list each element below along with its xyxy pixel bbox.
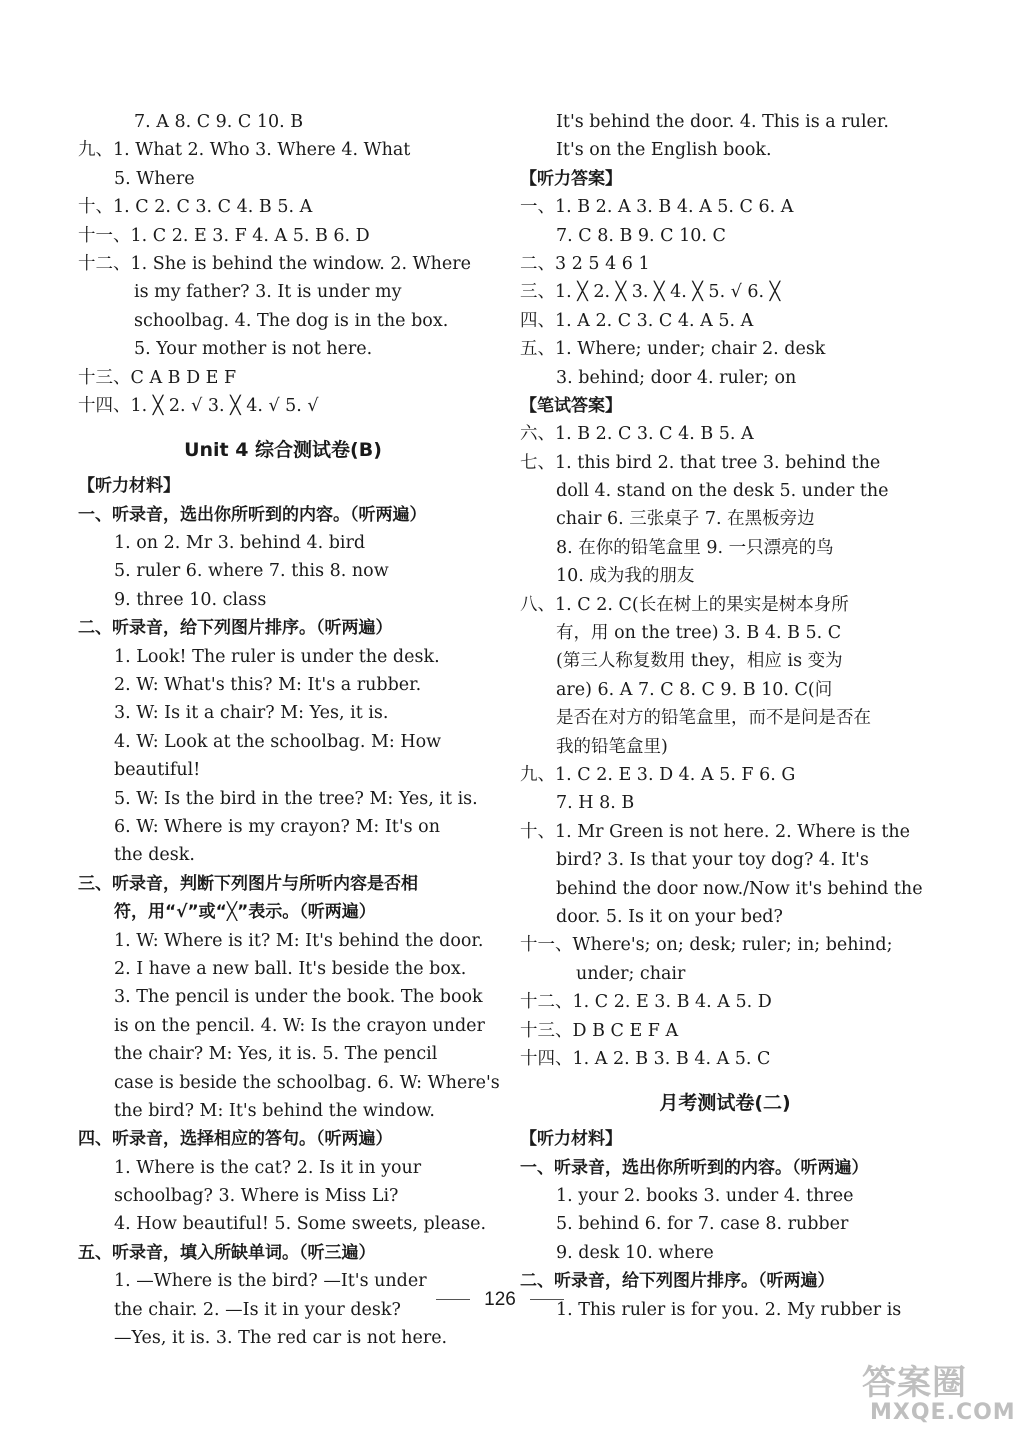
text-line: schoolbag. 4. The dog is in the box. (134, 310, 449, 331)
text-line: the chair. 2. —Is it in your desk? (114, 1299, 401, 1320)
text-line: door. 5. Is it on your bed? (556, 906, 783, 927)
section-heading: 一、听录音，选出你所听到的内容。（听两遍） (78, 504, 427, 525)
text-line: 6. W: Where is my crayon? M: It's on (114, 816, 440, 837)
text-line: 9. desk 10. where (556, 1242, 714, 1263)
text-line: 十、1. C 2. C 3. C 4. B 5. A (78, 197, 313, 218)
section-heading: 【听力材料】 (520, 1129, 622, 1150)
text-line: 1. —Where is the bird? —It's under (114, 1271, 427, 1292)
watermark-logo (862, 1355, 1016, 1441)
text-line: 10. 成为我的朋友 (556, 566, 695, 587)
section-heading: 【听力答案】 (520, 168, 622, 189)
text-line: 九、1. C 2. E 3. D 4. A 5. F 6. G (520, 764, 796, 785)
watermark-bottom: MXQE.COM (870, 1400, 1016, 1425)
text-line: is on the pencil. 4. W: Is the crayon under (114, 1015, 485, 1036)
right-column (520, 108, 930, 1324)
text-line: 2. I have a new ball. It's beside the box. (114, 958, 467, 979)
text-line: 5. W: Is the bird in the tree? M: Yes, it is. (114, 788, 478, 809)
text-line: 5. Your mother is not here. (134, 339, 373, 360)
text-line: 十一、1. C 2. E 3. F 4. A 5. B 6. D (78, 225, 370, 246)
text-line: chair 6. 三张桌子 7. 在黑板旁边 (556, 509, 815, 530)
section-heading: 三、听录音，判断下列图片与所听内容是否相 (78, 873, 418, 894)
text-line: 8. 在你的铅笔盒里 9. 一只漂亮的鸟 (556, 537, 834, 558)
text-line: 3. behind; door 4. ruler; on (556, 367, 797, 388)
page-number: 126 (484, 1289, 516, 1310)
text-line: 十三、D B C E F A (520, 1020, 679, 1041)
text-line: It's on the English book. (556, 140, 772, 161)
text-line: 1. Look! The ruler is under the desk. (114, 646, 440, 667)
text-line: case is beside the schoolbag. 6. W: Where's (114, 1072, 500, 1093)
text-line: 3. The pencil is under the book. The book (114, 987, 483, 1008)
text-line: 九、1. What 2. Who 3. Where 4. What (78, 140, 411, 161)
text-line: 1. This ruler is for you. 2. My rubber is (556, 1299, 902, 1320)
text-line: beautiful! (114, 760, 201, 781)
text-line: 十四、1. A 2. B 3. B 4. A 5. C (520, 1048, 771, 1069)
text-line: under; chair (576, 963, 686, 984)
text-line: 十二、1. She is behind the window. 2. Where (78, 253, 471, 274)
text-line: 十四、1. ╳ 2. √ 3. ╳ 4. √ 5. √ (78, 395, 319, 416)
text-line: 5. Where (114, 168, 195, 189)
text-line: 十一、Where's; on; desk; ruler; in; behind; (520, 935, 893, 956)
text-line: 7. C 8. B 9. C 10. C (556, 225, 726, 246)
text-line: (第三人称复数用 they，相应 is 变为 (556, 651, 843, 672)
section-heading: 二、听录音，给下列图片排序。（听两遍） (78, 618, 393, 639)
section-heading: 四、听录音，选择相应的答句。（听两遍） (78, 1129, 393, 1150)
text-line: 六、1. B 2. C 3. C 4. B 5. A (520, 424, 754, 445)
text-line: 有，用 on the tree) 3. B 4. B 5. C (556, 623, 842, 644)
section-heading: 二、听录音，给下列图片排序。（听两遍） (520, 1271, 835, 1292)
text-line: 2. W: What's this? M: It's a rubber. (114, 675, 422, 696)
text-line: 3. W: Is it a chair? M: Yes, it is. (114, 703, 389, 724)
text-line: 二、3 2 5 4 6 1 (520, 253, 650, 274)
section-heading: 五、听录音，填入所缺单词。（听三遍） (78, 1242, 376, 1263)
text-line: the chair? M: Yes, it is. 5. The pencil (114, 1044, 438, 1065)
text-line: 4. How beautiful! 5. Some sweets, please. (114, 1214, 487, 1235)
text-line: bird? 3. Is that your toy dog? 4. It's (556, 850, 869, 871)
text-line: 1. your 2. books 3. under 4. three (556, 1186, 854, 1207)
text-line: behind the door now./Now it's behind the (556, 878, 923, 899)
text-line: 十三、C A B D E F (78, 367, 237, 388)
text-line: are) 6. A 7. C 8. C 9. B 10. C(问 (556, 679, 833, 700)
text-line: 7. A 8. C 9. C 10. B (134, 112, 304, 132)
text-line: is my father? 3. It is under my (134, 282, 402, 303)
text-line: 9. three 10. class (114, 589, 267, 610)
section-heading: 一、听录音，选出你所听到的内容。（听两遍） (520, 1157, 869, 1178)
text-line: 十、1. Mr Green is not here. 2. Where is the (520, 821, 910, 842)
text-line: 一、1. B 2. A 3. B 4. A 5. C 6. A (520, 197, 794, 218)
section-heading: 【听力材料】 (78, 476, 180, 497)
text-line: 我的铅笔盒里) (556, 736, 668, 757)
text-line: 三、1. ╳ 2. ╳ 3. ╳ 4. ╳ 5. √ 6. ╳ (520, 282, 781, 303)
text-line: 5. behind 6. for 7. case 8. rubber (556, 1214, 849, 1235)
footer-rule-left (436, 1299, 470, 1300)
text-line: —Yes, it is. 3. The red car is not here. (114, 1328, 448, 1349)
text-line: doll 4. stand on the desk 5. under the (556, 481, 889, 502)
section-title: 月考测试卷(二) (659, 1092, 791, 1115)
text-line: 1. on 2. Mr 3. behind 4. bird (114, 533, 366, 554)
text-line: 4. W: Look at the schoolbag. M: How (114, 731, 442, 752)
text-line: 七、1. this bird 2. that tree 3. behind the (520, 452, 881, 473)
text-line: 八、1. C 2. C(长在树上的果实是树本身所 (520, 594, 849, 615)
section-heading: 【笔试答案】 (520, 395, 622, 416)
text-line: 四、1. A 2. C 3. C 4. A 5. A (520, 310, 754, 331)
text-line: 十二、1. C 2. E 3. B 4. A 5. D (520, 992, 772, 1013)
text-line: It's behind the door. 4. This is a ruler. (556, 112, 889, 132)
watermark-top: 答案圈 (862, 1363, 967, 1403)
footer-rule-right (530, 1299, 564, 1300)
text-line: 五、1. Where; under; chair 2. desk (520, 339, 826, 360)
text-line: 1. Where is the cat? 2. Is it in your (114, 1157, 422, 1178)
text-line: 1. W: Where is it? M: It's behind the door. (114, 930, 484, 951)
section-heading: 符，用“√”或“╳”表示。（听两遍） (114, 902, 376, 923)
text-line: schoolbag? 3. Where is Miss Li? (114, 1186, 399, 1207)
text-line: 5. ruler 6. where 7. this 8. now (114, 561, 389, 582)
section-title: Unit 4 综合测试卷(B) (184, 439, 382, 462)
text-line: 是否在对方的铅笔盒里，而不是问是否在 (556, 708, 871, 729)
text-line: the bird? M: It's behind the window. (114, 1100, 435, 1121)
text-line: the desk. (114, 845, 195, 866)
page-number-footer (0, 1280, 1000, 1320)
text-line: 7. H 8. B (556, 793, 635, 814)
